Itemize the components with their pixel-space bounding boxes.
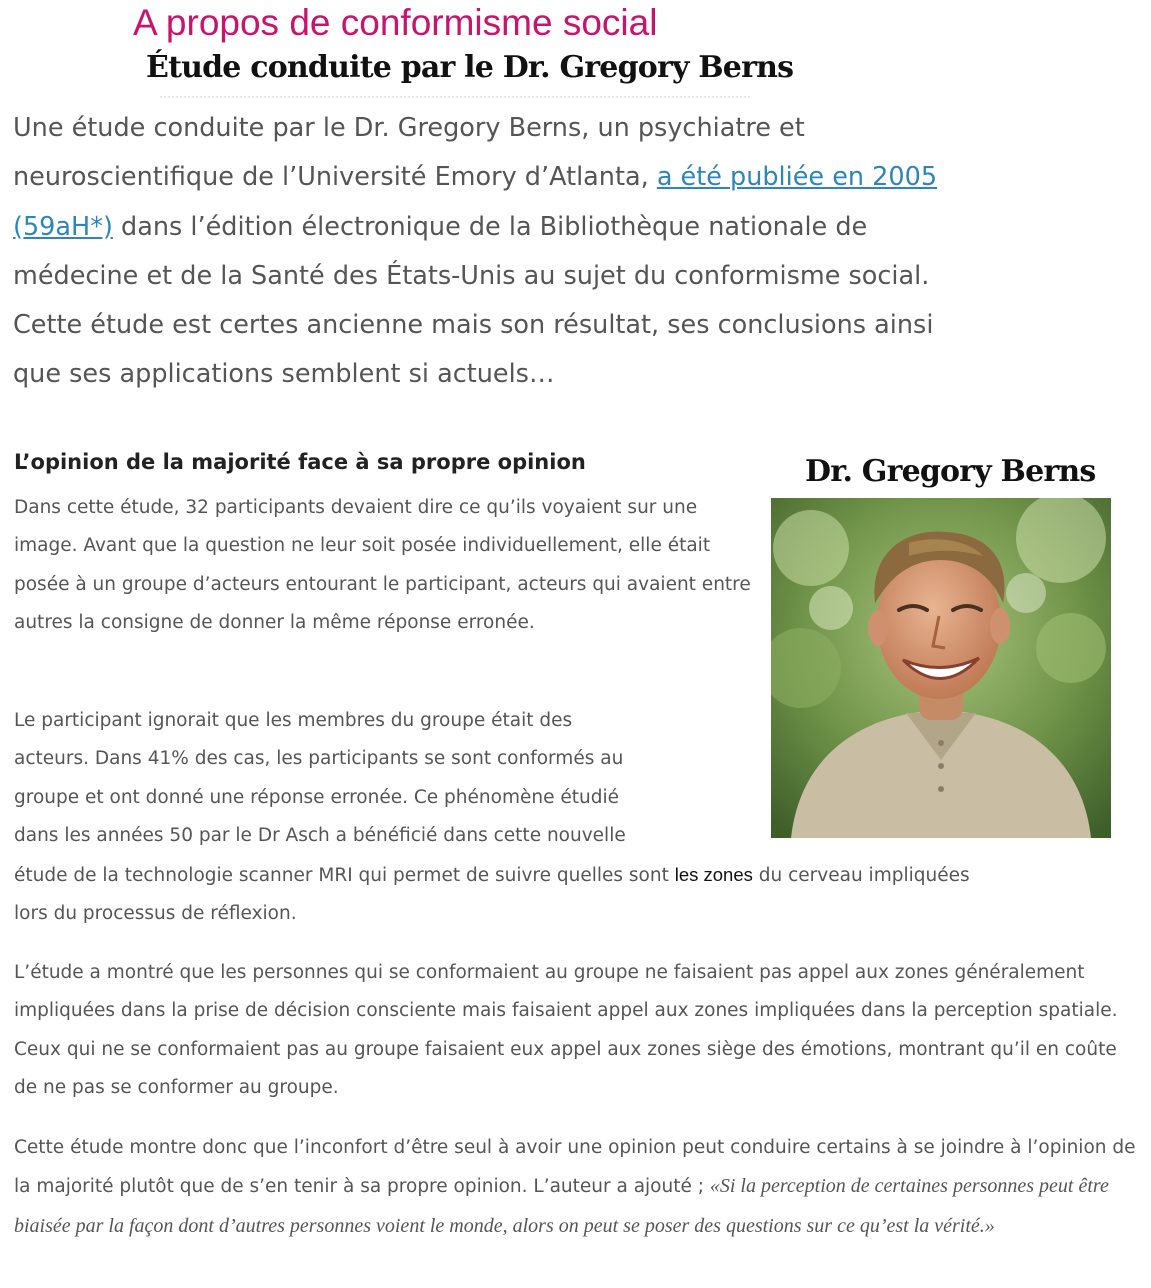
study-description-paragraph: Dans cette étude, 32 participants devaient dire ce qu’ils voyaient sur une image. Avant que la question ne leur soit posée individuellement, elle était posée à un groupe d’acteurs entourant le participant, acteurs qui avaient entre autres la consigne de donner la même réponse erronée. <box>14 497 751 634</box>
study-link[interactable]: a été publiée en 2005 (59aH*) <box>13 162 938 242</box>
results-line <box>14 856 1139 895</box>
title-divider <box>160 96 750 98</box>
results-line: acteurs. Dans 41% des cas, les participants se sont conformés au <box>14 748 624 770</box>
photo-caption: Dr. Gregory Berns <box>805 454 1096 489</box>
intro-paragraph <box>13 104 963 400</box>
author-quote: «Si la perception de certaines personnes peut être biaisée par la façon dont d’autres personnes voient le monde, alors on peut se poser des questions sur ce qu’est la vérité.» <box>14 1175 1109 1237</box>
section-heading: L’opinion de la majorité face à sa propre opinion <box>14 450 586 474</box>
intro-text-start: Une étude conduite par le Dr. Gregory Berns, un psychiatre et neuroscientifique de l’Université Emory d’Atlanta, <box>13 113 805 193</box>
results-line: groupe et ont donné une réponse erronée. Ce phénomène étudié <box>14 786 619 808</box>
results-line: Le participant ignorait que les membres du groupe était des <box>14 710 573 731</box>
page-title: A propos de conformisme social <box>133 2 658 43</box>
results-text: étude de la technologie scanner MRI qui permet de suivre quelles sont <box>14 864 675 886</box>
results-paragraph <box>14 702 1139 933</box>
results-line: lors du processus de réflexion. <box>14 903 297 925</box>
conclusion-paragraph <box>14 1129 1139 1246</box>
results-line: dans les années 50 par le Dr Asch a bénéficié dans cette nouvelle <box>14 825 626 847</box>
findings-paragraph: L’étude a montré que les personnes qui se conformaient au groupe ne faisaient pas appel aux zones généralement impliquées dans la prise de décision consciente mais faisaient appel aux zones impliquées dans la perception spatiale. Ceux qui ne se conformaient pas au groupe faisaient eux appel aux zones siège des émotions, montrant qu’il en coûte de ne pas se conformer au groupe. <box>14 962 1118 1099</box>
page-subtitle: Étude conduite par le Dr. Gregory Berns <box>146 50 794 85</box>
conclusion-text: Cette étude montre donc que l’inconfort d’être seul à avoir une opinion peut conduire certains à se joindre à l’opinion de la majorité plutôt que de s’en tenir à sa propre opinion. L’auteur a ajouté ; <box>14 1137 1136 1198</box>
intro-text-end: dans l’édition électronique de la Bibliothèque nationale de médecine et de la Santé des États-Unis au sujet du conformisme social. Cette étude est certes ancienne mais son résultat, ses conclusions ainsi que ses applications semblent si actuels… <box>13 211 934 390</box>
highlighted-phrase: les zones <box>674 863 753 885</box>
results-text: du cerveau impliquées <box>752 864 970 886</box>
